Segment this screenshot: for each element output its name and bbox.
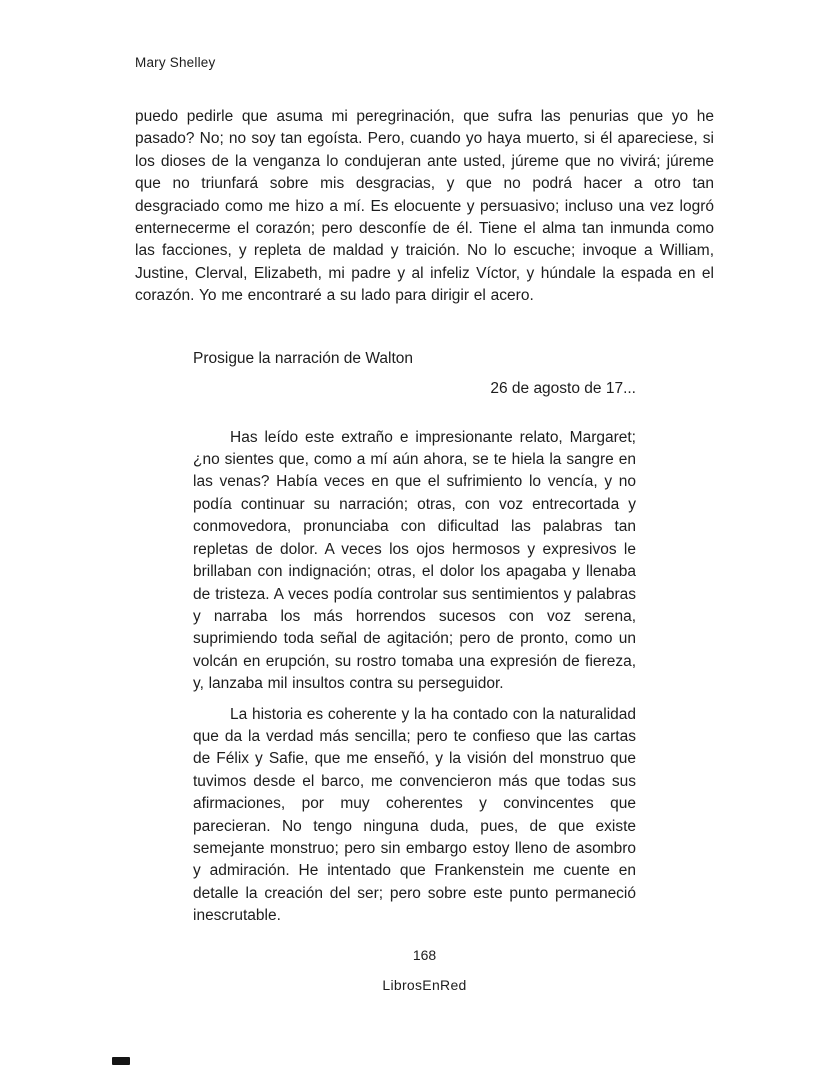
running-header-author: Mary Shelley [135, 55, 216, 70]
letter-block [193, 348, 636, 928]
letter-paragraph: La historia es coherente y la ha contado con la naturalidad que da la verdad más sencilla; pero te confieso que las cartas de Félix y Safie, que me enseñó, y la visión del monstruo que tuvimos desde el barco, me convencieron más que todas sus afirmaciones, por muy coherentes y convincentes que parecieran. No tengo ninguna duda, pues, de que existe semejante monstruo; pero sin embargo estoy lleno de asombro y admiración. He intentado que Frankenstein me cuente en detalle la creación del ser; pero sobre este punto permaneció inescrutable. [193, 705, 636, 925]
section-heading: Prosigue la narración de Walton [193, 349, 413, 367]
page-content [135, 106, 714, 928]
letter-paragraph: Has leído este extraño e impresionante relato, Margaret; ¿no sientes que, como a mí aún ahora, se te hiela la sangre en las venas? Había veces en que el sufrimiento lo vencía, y no podía continuar su narración; otras, con voz entrecortada y conmovedora, pronunciaba con dificultad las palabras tan repletas de dolor. A veces los ojos hermosos y expresivos le brillaban con indignación; otras, el dolor los apagaba y llenaba de tristeza. A veces podía controlar sus sentimientos y palabras y narraba los más horrendos sucesos con voz serena, suprimiendo toda señal de agitación; pero de pronto, como un volcán en erupción, su rostro tomaba una expresión de fiereza, y, lanzaba mil insultos contra su perseguidor. [193, 428, 636, 693]
publisher-imprint: LibrosEnRed [382, 977, 467, 993]
page-number: 168 [412, 947, 437, 963]
date-line: 26 de agosto de 17... [490, 379, 636, 397]
scan-artifact-mark [112, 1057, 130, 1065]
body-paragraph: puedo pedirle que asuma mi peregrinación, que sufra las penurias que yo he pasado? No; no soy tan egoísta. Pero, cuando yo haya muerto, si él apareciese, si los dioses de la venganza lo condujeran ante usted, júreme que no vivirá; júreme que no triunfará sobre mis desgracias, y que no podrá hacer a otro tan desgraciado como me hizo a mí. Es elocuente y persuasivo; incluso una vez logró enternecerme el corazón; pero desconfíe de él. Tiene el alma tan inmunda como las facciones, y repleta de maldad y traición. No lo escuche; invoque a William, Justine, Clerval, Elizabeth, mi padre y al infeliz Víctor, y húndale la espada en el corazón. Yo me encontraré a su lado para dirigir el acero. [135, 108, 714, 305]
